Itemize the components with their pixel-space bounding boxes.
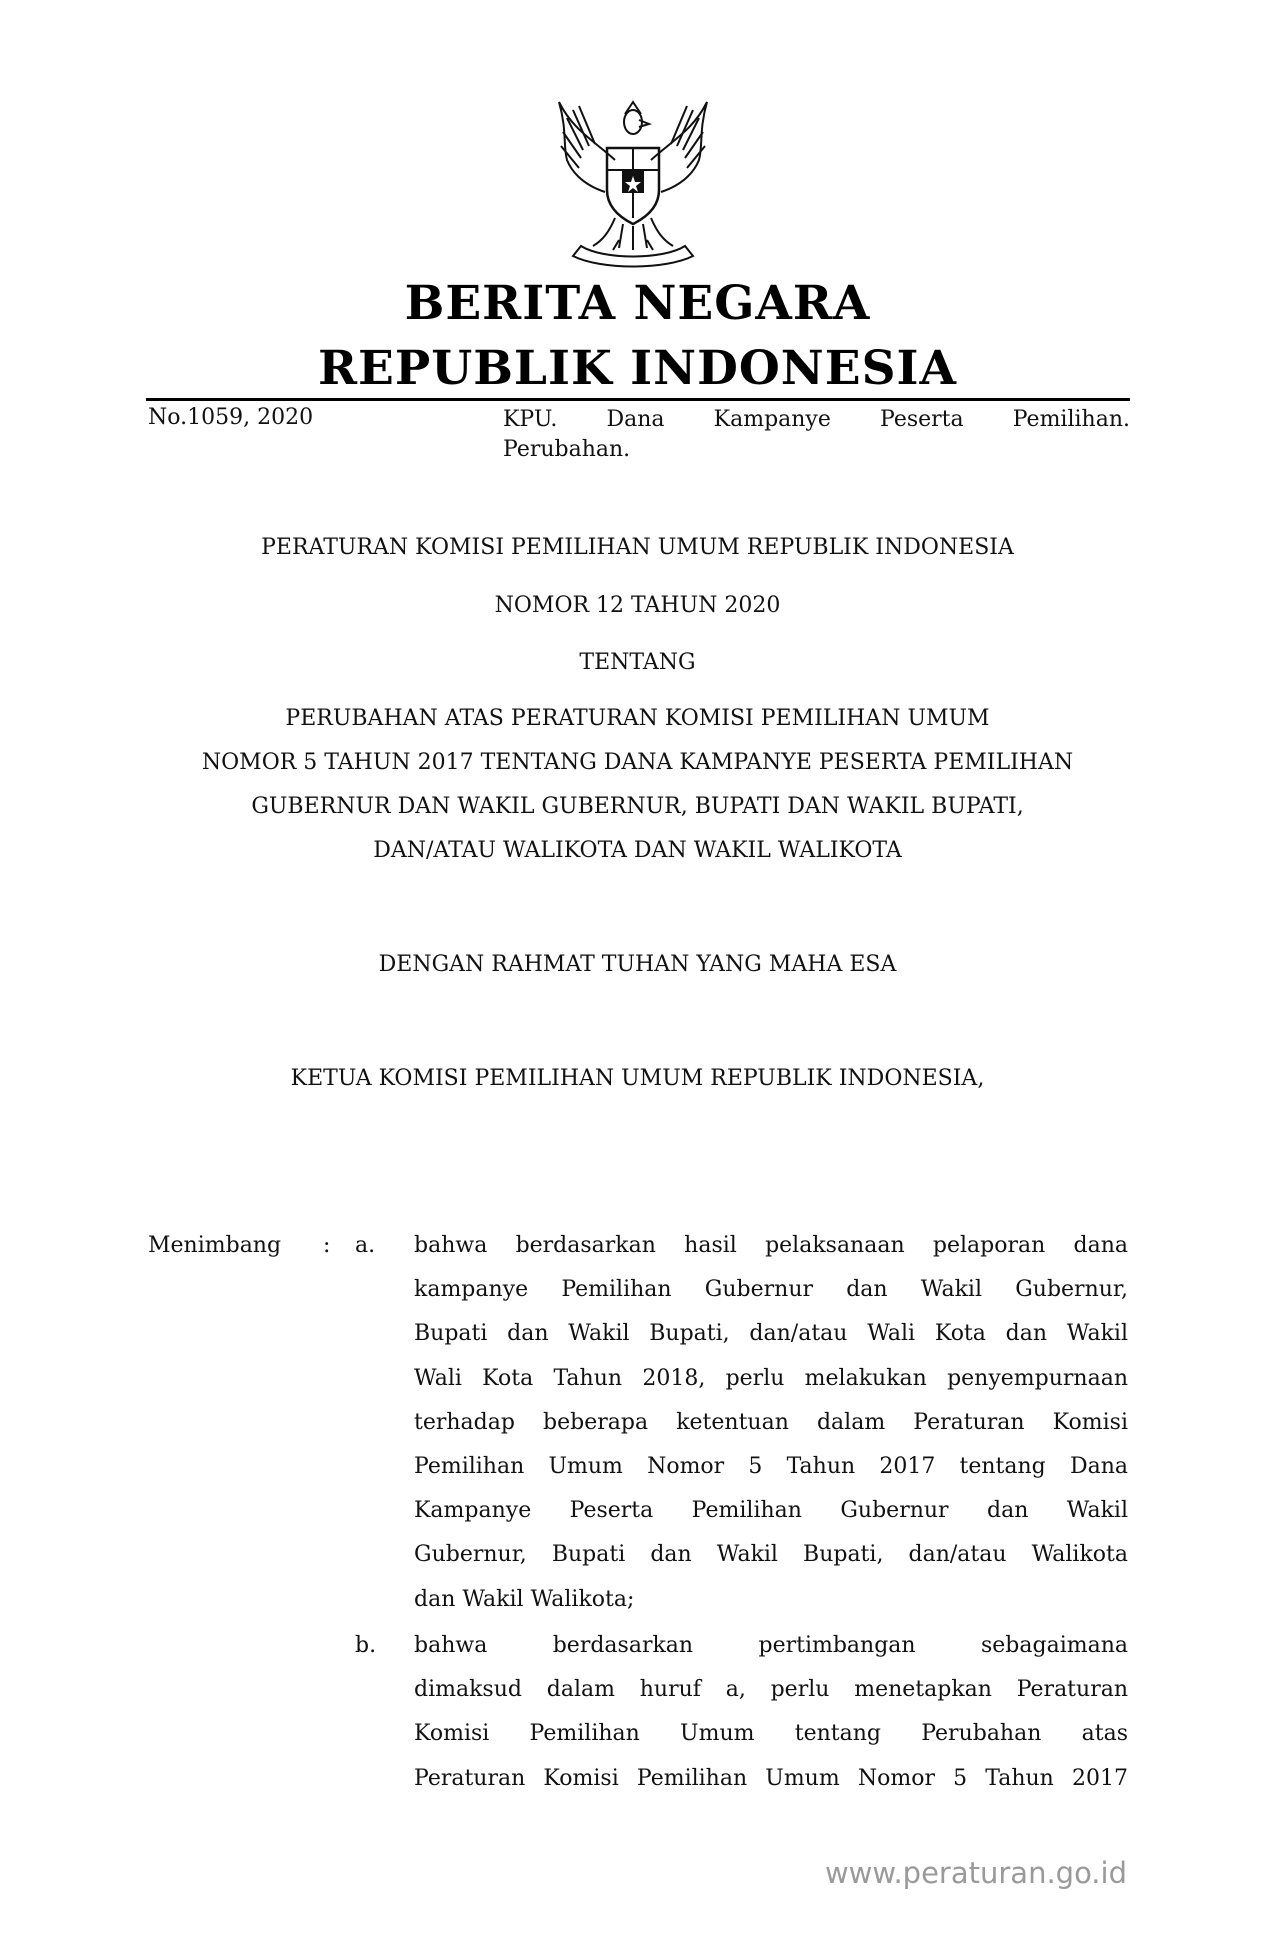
consideration-item-a — [414, 1224, 1128, 1622]
regulation-subject-line: DAN/ATAU WALIKOTA DAN WAKIL WALIKOTA — [373, 838, 902, 863]
text-line: Pemilihan Umum Nomor 5 Tahun 2017 tentang Dana — [414, 1454, 1128, 1480]
text-line: terhadap beberapa ketentuan dalam Peraturan Komisi — [414, 1409, 1128, 1435]
gazette-description-line1: KPU. Dana Kampanye Peserta Pemilihan. — [503, 407, 1130, 432]
considerations-label: Menimbang — [148, 1233, 282, 1258]
regulation-subject-line: NOMOR 5 TAHUN 2017 TENTANG DANA KAMPANYE PESERTA PEMILIHAN — [201, 750, 1074, 775]
gazette-number: No.1059, 2020 — [148, 405, 314, 430]
regulation-subject-line: GUBERNUR DAN WAKIL GUBERNUR, BUPATI DAN WAKIL BUPATI, — [251, 794, 1024, 819]
text-line: Gubernur, Bupati dan Wakil Bupati, dan/atau Walikota — [414, 1542, 1128, 1568]
masthead-title-line1: BERITA NEGARA — [404, 276, 871, 331]
official-title: KETUA KOMISI PEMILIHAN UMUM REPUBLIK INDONESIA, — [290, 1066, 985, 1091]
regulation-about: TENTANG — [579, 650, 696, 675]
text-line: Bupati dan Wakil Bupati, dan/atau Wali Kota dan Wakil — [414, 1321, 1128, 1347]
regulation-issuer: PERATURAN KOMISI PEMILIHAN UMUM REPUBLIK INDONESIA — [261, 535, 1014, 560]
item-marker-b: b. — [355, 1633, 377, 1658]
text-line: Komisi Pemilihan Umum tentang Perubahan atas — [414, 1721, 1128, 1747]
consideration-item-b — [414, 1624, 1128, 1801]
text-line: dan Wakil Walikota; — [414, 1586, 635, 1612]
text-line: Peraturan Komisi Pemilihan Umum Nomor 5 Tahun 2017 — [414, 1765, 1128, 1791]
regulation-number: NOMOR 12 TAHUN 2020 — [494, 593, 781, 618]
text-line: Kampanye Peserta Pemilihan Gubernur dan Wakil — [414, 1498, 1128, 1524]
text-line: bahwa berdasarkan hasil pelaksanaan pelaporan dana — [414, 1233, 1128, 1258]
gazette-description — [503, 405, 1130, 465]
text-line: dimaksud dalam huruf a, perlu menetapkan Peraturan — [414, 1677, 1128, 1703]
regulation-subject-line: PERUBAHAN ATAS PERATURAN KOMISI PEMILIHAN UMUM — [285, 706, 990, 731]
text-line: Wali Kota Tahun 2018, perlu melakukan penyempurnaan — [414, 1365, 1128, 1391]
masthead-title-line2: REPUBLIK INDONESIA — [317, 341, 957, 396]
header-divider — [146, 398, 1130, 401]
text-line: bahwa berdasarkan pertimbangan sebagaimana — [414, 1633, 1128, 1658]
considerations-colon: : — [323, 1233, 331, 1258]
text-line: kampanye Pemilihan Gubernur dan Wakil Gubernur, — [414, 1277, 1128, 1303]
item-marker-a: a. — [355, 1233, 376, 1258]
invocation: DENGAN RAHMAT TUHAN YANG MAHA ESA — [378, 952, 897, 977]
garuda-emblem-icon — [553, 100, 713, 270]
gazette-description-line2: Perubahan. — [503, 437, 631, 462]
site-watermark: www.peraturan.go.id — [824, 1856, 1127, 1890]
